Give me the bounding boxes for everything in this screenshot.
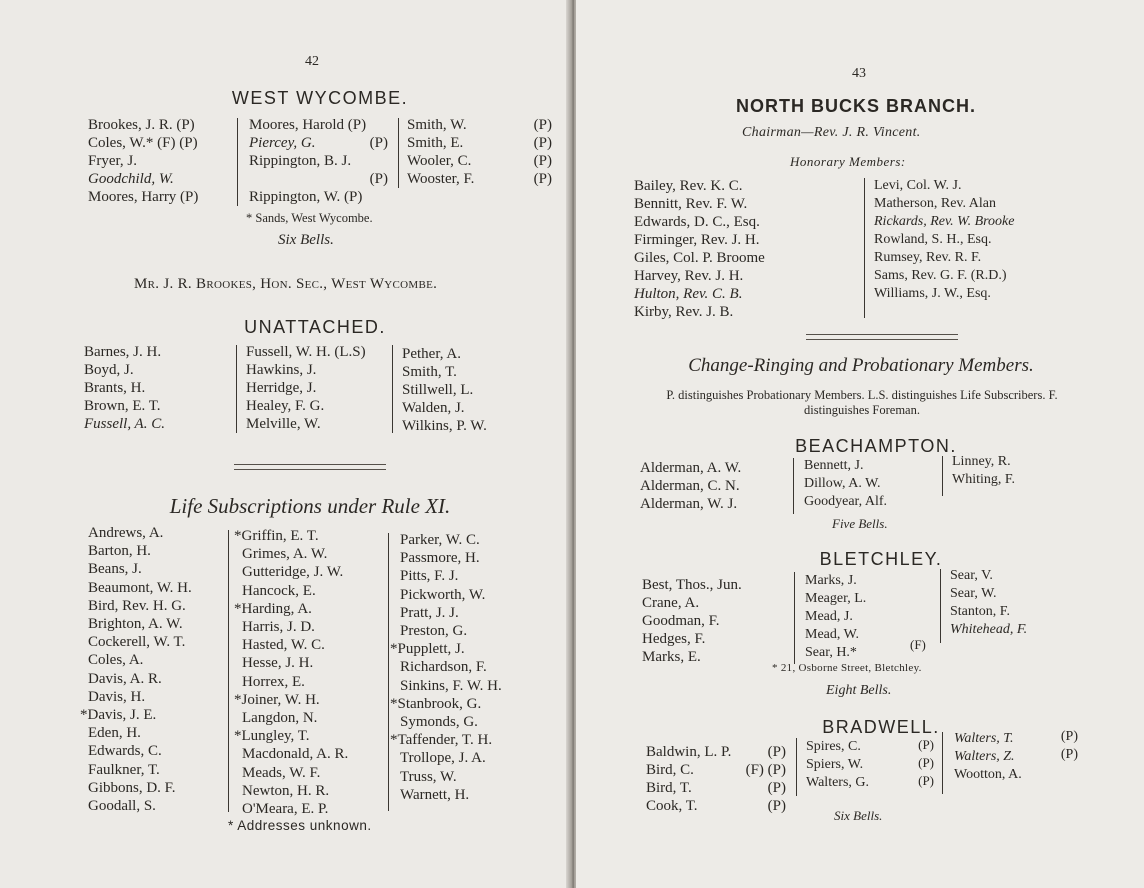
list-item: Melville, W.	[246, 416, 321, 432]
list-item: Sear, W.	[950, 586, 997, 601]
list-item: Spires, C.	[806, 739, 861, 754]
list-item: Bird, Rev. H. G.	[88, 597, 186, 614]
list-item: Pitts, F. J.	[400, 568, 459, 585]
section-title-bletchley: BLETCHLEY.	[819, 549, 943, 569]
list-item: Wootton, A.	[954, 767, 1022, 782]
mark: (P)	[1060, 747, 1078, 762]
list-item: Fussell, W. H. (L.S)	[246, 344, 366, 360]
west-wycombe-col3-marks	[522, 116, 552, 188]
list-item: Best, Thos., Jun.	[642, 577, 742, 593]
bells-note: Six Bells.	[278, 232, 334, 248]
list-item: Grimes, A. W.	[242, 546, 328, 563]
list-item: Beans, J.	[88, 561, 142, 578]
bradwell-col1	[646, 743, 731, 815]
list-item: Alderman, A. W.	[640, 460, 742, 476]
mark: (P)	[533, 135, 552, 151]
list-item: Edwards, C.	[88, 743, 162, 760]
footnote: * Sands, West Wycombe.	[246, 211, 373, 225]
list-item: Bennitt, Rev. F. W.	[634, 196, 748, 212]
list-item: Whiting, F.	[952, 472, 1016, 487]
list-item: Hancock, E.	[242, 582, 316, 599]
list-item: Baldwin, L. P.	[646, 744, 732, 760]
list-item: Firminger, Rev. J. H.	[634, 232, 760, 248]
list-item: Barnes, J. H.	[84, 344, 162, 360]
list-item: Langdon, N.	[242, 710, 318, 727]
list-item: Walden, J.	[402, 400, 465, 416]
footnote: * Addresses unknown.	[228, 818, 372, 833]
list-item: Sams, Rev. G. F. (R.D.)	[874, 268, 1007, 283]
column-divider	[794, 572, 795, 664]
list-item: *Harding, A.	[234, 600, 312, 617]
list-item: Goodyear, Alf.	[804, 494, 888, 509]
list-item: *Pupplett, J.	[390, 641, 465, 658]
list-item: Giles, Col. P. Broome	[634, 250, 765, 266]
list-item: Mead, J.	[805, 609, 853, 624]
list-item: Meager, L.	[805, 591, 867, 606]
list-item: Stillwell, L.	[402, 382, 474, 398]
life-subs-col3	[388, 531, 502, 804]
foreman-mark: (F)	[910, 637, 926, 652]
list-item: Alderman, C. N.	[640, 478, 740, 494]
list-item: Sear, H.*	[805, 645, 857, 660]
list-item: Stanton, F.	[950, 604, 1010, 619]
list-item: Dillow, A. W.	[804, 476, 881, 491]
list-item: Healey, F. G.	[246, 398, 325, 414]
list-item: Warnett, H.	[400, 786, 470, 803]
list-item: Matherson, Rev. Alan	[874, 196, 996, 211]
list-item: *Davis, J. E.	[80, 707, 157, 724]
list-item: Hulton, Rev. C. B.	[634, 286, 743, 302]
list-item: Walters, T.	[954, 731, 1014, 746]
honorary-col1	[634, 177, 765, 321]
list-item: Faulkner, T.	[88, 761, 160, 778]
section-title-beachampton: BEACHAMPTON.	[795, 436, 957, 456]
list-item: Hasted, W. C.	[242, 637, 325, 654]
mark: (P)	[918, 773, 934, 788]
list-item: Eden, H.	[88, 725, 141, 742]
list-item: Goodman, F.	[642, 613, 720, 629]
column-divider	[796, 738, 797, 796]
section-title-life-subscriptions: Life Subscriptions under Rule XI.	[169, 494, 451, 518]
mark: (P)	[767, 744, 786, 760]
list-item: Brown, E. T.	[84, 398, 161, 414]
honorary-title: Honorary Members:	[790, 154, 906, 169]
list-item: Wilkins, P. W.	[402, 418, 487, 434]
list-item: Smith, W.	[407, 117, 467, 133]
list-item: Beaumont, W. H.	[88, 579, 192, 596]
list-item: Rippington, B. J.	[249, 153, 352, 169]
unattached-col2	[246, 343, 366, 433]
list-item: *Joiner, W. H.	[234, 691, 320, 708]
beachampton-col1	[640, 459, 741, 513]
bells-note: Five Bells.	[832, 516, 888, 531]
branch-title: NORTH BUCKS BRANCH.	[736, 96, 976, 116]
column-divider	[237, 118, 238, 206]
list-item: Marks, J.	[805, 573, 857, 588]
list-item: Rumsey, Rev. R. F.	[874, 250, 982, 265]
list-item: Wooler, C.	[407, 153, 472, 169]
column-divider	[392, 345, 393, 433]
column-divider	[940, 569, 941, 643]
list-item: *Griffin, E. T.	[234, 528, 319, 544]
list-item: Hawkins, J.	[246, 362, 317, 378]
life-subs-col2	[234, 527, 348, 818]
list-item: Kirby, Rev. J. B.	[634, 304, 734, 320]
list-item: Pether, A.	[402, 346, 461, 362]
list-item: O'Meara, E. P.	[242, 801, 329, 818]
list-item: Fussell, A. C.	[84, 416, 165, 432]
list-item: *Taffender, T. H.	[390, 732, 493, 749]
bradwell-col2	[806, 738, 869, 792]
west-wycombe-col1	[88, 116, 198, 206]
list-item: Bailey, Rev. K. C.	[634, 178, 743, 194]
list-item: Brants, H.	[84, 380, 146, 396]
list-item: Truss, W.	[400, 768, 457, 785]
bells-note: Eight Bells.	[826, 683, 892, 698]
list-item: Barton, H.	[88, 543, 151, 560]
list-item: Gutteridge, J. W.	[242, 564, 344, 581]
list-item: Fryer, J.	[88, 153, 137, 169]
list-item: Alderman, W. J.	[640, 496, 738, 512]
list-item: Davis, A. R.	[88, 670, 162, 687]
secretary-line: Mr. J. R. Brookes, Hon. Sec., West Wycombe.	[134, 276, 438, 292]
bletchley-col3	[950, 567, 1027, 639]
list-item: Cockerell, W. T.	[88, 634, 186, 651]
mark	[362, 152, 388, 170]
mark	[1046, 764, 1078, 782]
list-item: Symonds, G.	[400, 714, 478, 731]
list-item: Linney, R.	[952, 454, 1011, 469]
unattached-col3	[402, 345, 487, 435]
list-item: Rowland, S. H., Esq.	[874, 232, 992, 247]
list-item	[249, 170, 366, 188]
mark: (P)	[369, 171, 388, 187]
mark: (P)	[533, 117, 552, 133]
list-item: Meads, W. F.	[242, 764, 321, 781]
list-item: Harvey, Rev. J. H.	[634, 268, 744, 284]
list-item: Parker, W. C.	[400, 532, 480, 548]
list-item: Wooster, F.	[407, 171, 475, 187]
list-item: Bird, T.	[646, 780, 692, 796]
mark: (P)	[1060, 729, 1078, 744]
list-item: Sinkins, F. W. H.	[400, 677, 502, 694]
west-wycombe-col2-marks	[362, 134, 388, 188]
mark: (P)	[918, 737, 934, 752]
list-item: Coles, A.	[88, 652, 144, 669]
list-item: Mead, W.	[805, 627, 860, 642]
change-ringing-title: Change-Ringing and Probationary Members.	[688, 355, 1034, 376]
bletchley-col2	[805, 572, 866, 662]
list-item: Hedges, F.	[642, 631, 706, 647]
mark: (P)	[533, 153, 552, 169]
mark: (P)	[533, 171, 552, 187]
list-item: *Stanbrook, G.	[390, 695, 482, 712]
list-item: Goodall, S.	[88, 798, 156, 815]
mark: (F) (P)	[745, 762, 786, 778]
list-item: Rickards, Rev. W. Brooke	[874, 214, 1015, 229]
page-number: 43	[852, 66, 866, 81]
west-wycombe-col2	[249, 116, 366, 206]
list-item: Horrex, E.	[242, 673, 305, 690]
section-rule	[806, 334, 958, 340]
column-divider	[864, 178, 865, 318]
honorary-col2	[874, 177, 1014, 303]
beachampton-col3	[952, 453, 1015, 489]
list-item: Williams, J. W., Esq.	[874, 286, 991, 301]
list-item: Goodchild, W.	[88, 171, 174, 187]
list-item: Brighton, A. W.	[88, 616, 183, 633]
list-item: Marks, E.	[642, 649, 701, 665]
list-item: Smith, T.	[402, 364, 457, 380]
list-item: Moores, Harry (P)	[88, 189, 199, 205]
list-item: Walters, G.	[806, 775, 870, 790]
chairman-line: Chairman—Rev. J. R. Vincent.	[742, 125, 921, 140]
list-item: Piercey, G.	[249, 135, 316, 151]
list-item: Levi, Col. W. J.	[874, 178, 962, 193]
list-item: Smith, E.	[407, 135, 464, 151]
column-divider	[228, 530, 229, 812]
column-divider	[942, 456, 943, 496]
bradwell-col3-marks	[1046, 728, 1078, 782]
list-item: Newton, H. R.	[242, 782, 330, 799]
list-item: Macdonald, A. R.	[242, 746, 349, 763]
list-item: Cook, T.	[646, 798, 698, 814]
list-item: *Lungley, T.	[234, 728, 310, 745]
life-subs-col1	[80, 524, 192, 815]
list-item: Boyd, J.	[84, 362, 134, 378]
bradwell-col1-marks	[726, 743, 786, 815]
list-item: Gibbons, D. F.	[88, 779, 176, 796]
column-divider	[398, 118, 399, 188]
list-item: Passmore, H.	[400, 550, 480, 567]
section-title-west-wycombe: WEST WYCOMBE.	[231, 88, 409, 108]
list-item: Edwards, D. C., Esq.	[634, 214, 760, 230]
mark: (P)	[767, 798, 786, 814]
list-item: Walters, Z.	[954, 749, 1015, 764]
list-item: Richardson, F.	[400, 659, 487, 676]
list-item: Herridge, J.	[246, 380, 317, 396]
list-item: Coles, W.* (F) (P)	[88, 135, 198, 151]
list-item: Andrews, A.	[88, 525, 164, 541]
beachampton-col2	[804, 457, 887, 511]
column-divider	[793, 458, 794, 514]
list-item: Spiers, W.	[806, 757, 864, 772]
bletchley-col1	[642, 576, 742, 666]
list-item: Sear, V.	[950, 568, 993, 583]
column-divider	[942, 732, 943, 794]
list-item: Bennett, J.	[804, 458, 864, 473]
list-item: Hesse, J. H.	[242, 655, 314, 672]
list-item: Davis, H.	[88, 688, 146, 705]
section-title-unattached: UNATTACHED.	[244, 317, 386, 337]
list-item: Moores, Harold (P)	[249, 117, 367, 133]
list-item: Crane, A.	[642, 595, 700, 611]
list-item: Preston, G.	[400, 623, 468, 640]
list-item: Rippington, W. (P)	[249, 189, 363, 205]
list-item: Brookes, J. R. (P)	[88, 117, 195, 133]
west-wycombe-col3	[407, 116, 474, 188]
page-number: 42	[305, 54, 319, 69]
section-title-bradwell: BRADWELL.	[822, 717, 940, 737]
list-item: Harris, J. D.	[242, 619, 315, 636]
list-item: Pratt, J. J.	[400, 604, 459, 621]
unattached-col1	[84, 343, 165, 433]
bradwell-col2-marks	[906, 736, 934, 790]
bells-note: Six Bells.	[834, 808, 883, 823]
section-rule	[234, 464, 386, 470]
list-item: Pickworth, W.	[400, 586, 486, 603]
right-page	[576, 0, 1144, 888]
list-item: Whitehead, F.	[950, 622, 1028, 637]
mark: (P)	[918, 755, 934, 770]
footnote: * 21, Osborne Street, Bletchley.	[772, 662, 922, 674]
mark: (P)	[369, 135, 388, 151]
column-divider	[236, 345, 237, 433]
list-item: Trollope, J. A.	[400, 750, 486, 767]
list-item: Bird, C.	[646, 762, 694, 778]
legend-note: P. distinguishes Probationary Members. L.S. distinguishes Life Subscribers. F. distinguishes Foreman.	[666, 388, 1058, 417]
bradwell-col3	[954, 730, 1022, 784]
mark: (P)	[767, 780, 786, 796]
